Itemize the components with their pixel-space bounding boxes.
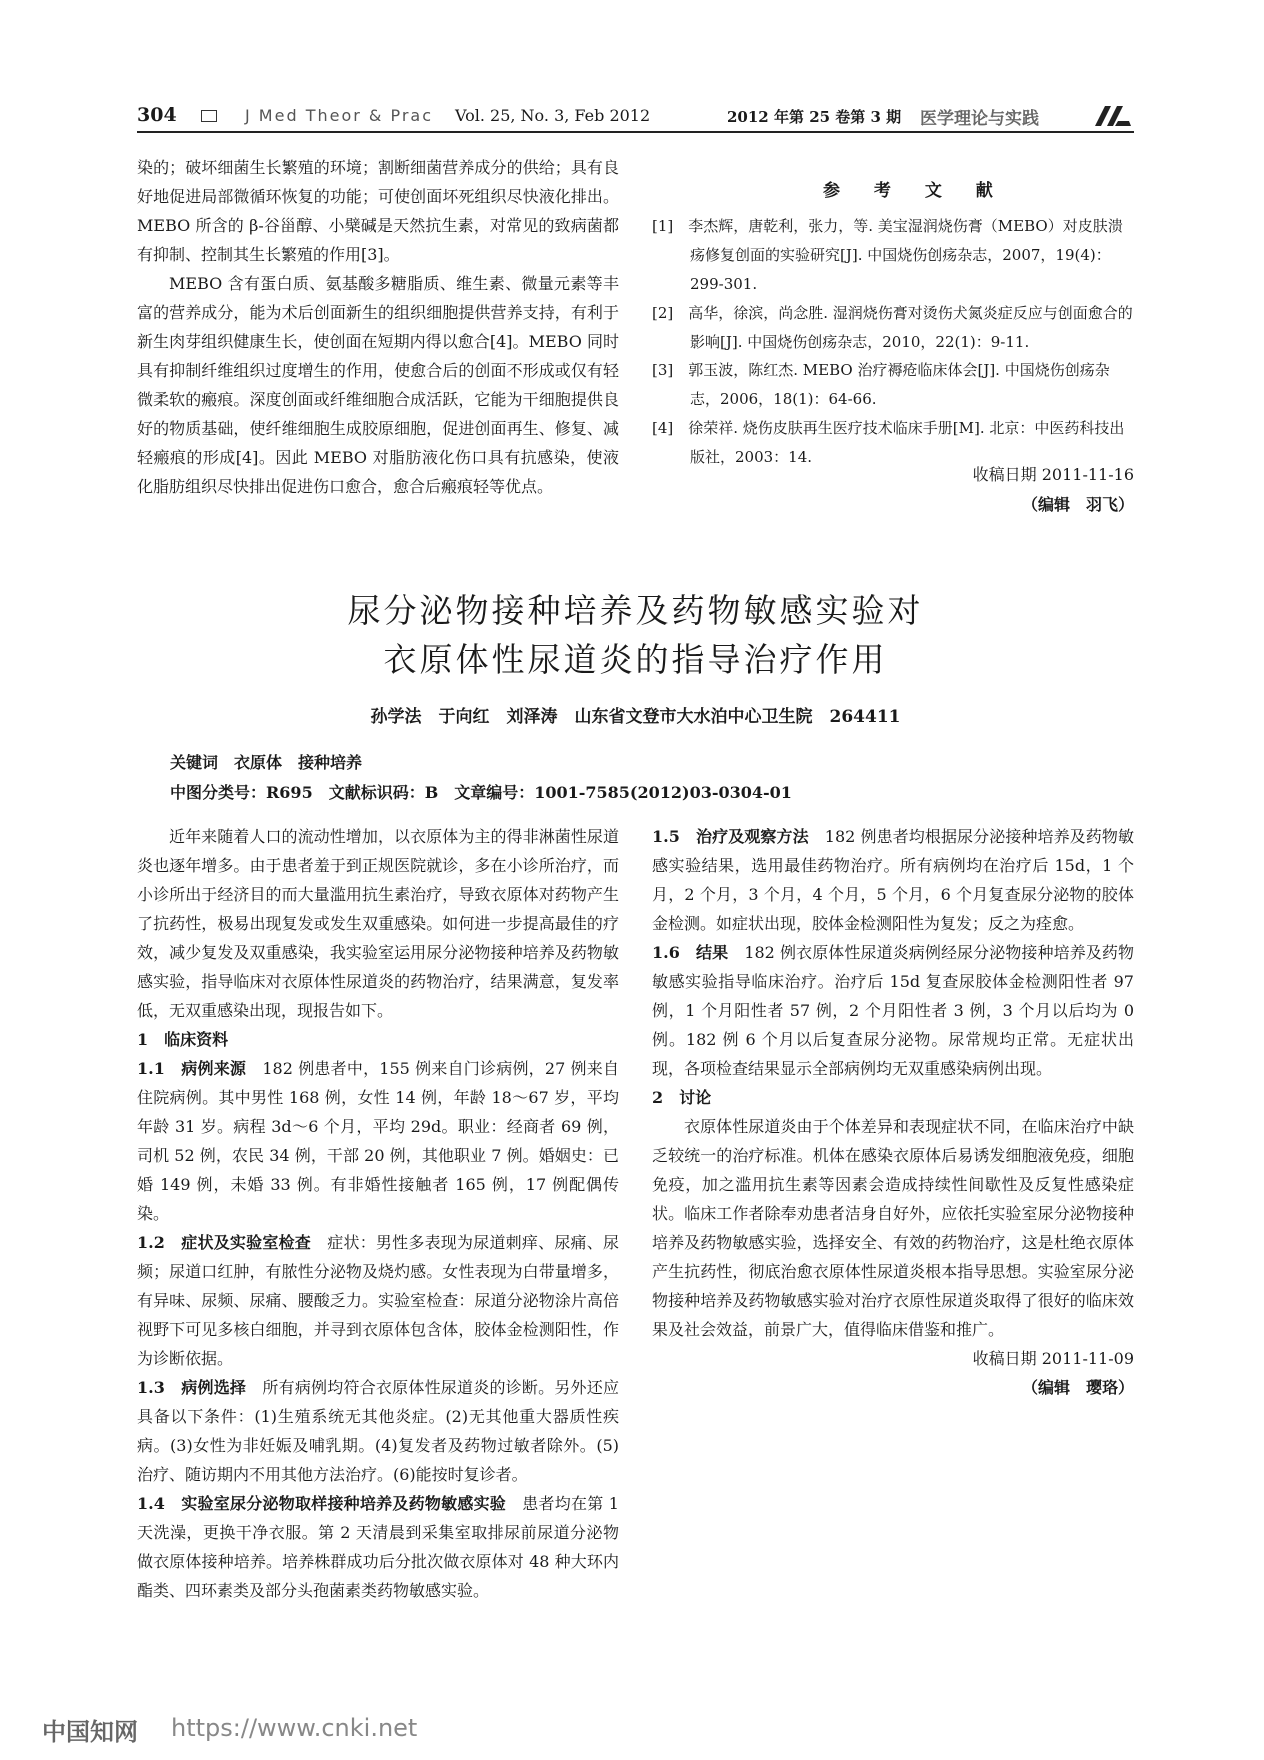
issue-info-cn: 2012 年第 25 卷第 3 期 [727, 108, 902, 126]
editor-credit: （编辑 璎珞） [1021, 1378, 1134, 1397]
section-heading: 2 讨论 [652, 1088, 712, 1107]
subsection-label: 1.1 病例来源 [137, 1059, 247, 1078]
reference-item: [1] 李杰辉，唐乾利，张力，等. 美宝湿润烧伤膏（MEBO）对皮肤溃疡修复创面的实验研究[J]. 中国烧伤创疡杂志，2007，19(4)：299-301. [652, 217, 1123, 293]
subsection-text: 患者均在第 1 天洗澡，更换干净衣服。第 2 天清晨到采集室取排尿前尿道分泌物做衣原体接种培养。培养株群成功后分批次做衣原体对 48 种大环内酯类、四环素类及部分头孢菌素类药物敏感实验。 [137, 1494, 619, 1600]
discussion-paragraph: 衣原体性尿道炎由于个体差异和表现症状不同，在临床治疗中缺乏较统一的治疗标准。机体在感染衣原体后易诱发细胞液免疫，细胞免疫，加之滥用抗生素等因素会造成持续性间歇性及反复性感染症状。临床工作者除奉劝患者洁身自好外，应依托实验室尿分泌物接种培养及药物敏感实验，选择安全、有效的药物治疗，这是杜绝衣原体产生抗药性，彻底治愈衣原体性尿道炎根本指导思想。实验室尿分泌物接种培养及药物敏感实验对治疗衣原性尿道炎取得了很好的临床效果及社会效益，前景广大，值得临床借鉴和推广。 [652, 1117, 1134, 1339]
prev-paragraph: 染的；破坏细菌生长繁殖的环境；割断细菌营养成分的供给；具有良好地促进局部微循环恢复的功能；可使创面坏死组织尽快液化排出。MEBO 所含的 β-谷甾醇、小檗碱是天然抗生素，对常见的致病菌都有抑制、控制其生长繁殖的作用[3]。 [137, 158, 619, 264]
cnki-url: https://www.cnki.net [171, 1714, 418, 1742]
intro-paragraph: 近年来随着人口的流动性增加，以衣原体为主的得非淋菌性尿道炎也逐年增多。由于患者羞于到正规医院就诊，多在小诊所治疗，而小诊所出于经济目的而大量滥用抗生素治疗，导致衣原体对药物产生了抗药性，极易出现复发或发生双重感染。如何进一步提高最佳的疗效，减少复发及双重感染，我实验室运用尿分泌物接种培养及药物敏感实验，指导临床对衣原体性尿道炎的药物治疗，结果满意，复发率低，无双重感染出现，现报告如下。 [137, 827, 619, 1020]
subsection-label: 1.3 病例选择 [137, 1378, 247, 1397]
header-box-icon [201, 110, 217, 122]
section-heading: 1 临床资料 [137, 1030, 229, 1049]
subsection-text: 182 例患者中，155 例来自门诊病例，27 例来自住院病例。其中男性 168 例，女性 14 例，年龄 18～67 岁，平均年龄 31 岁。病程 3d～6 个月，平均 29d。职业：经商者 69 例，司机 52 例，农民 34 例，干部 20 例，其他职业 7 例。婚姻史：已婚 149 例，未婚 33 例。有非婚性接触者 165 例，17 例配偶传染。 [137, 1059, 619, 1223]
subsection-text: 182 例患者均根据尿分泌接种培养及药物敏感实验结果，选用最佳药物治疗。所有病例均在治疗后 15d，1 个月，2 个月，3 个月，4 个月，5 个月，6 个月复查尿分泌物的胶体金检测。如症状出现，胶体金检测阳性为复发；反之为痊愈。 [652, 827, 1134, 933]
reference-item: [4] 徐荣祥. 烧伤皮肤再生医疗技术临床手册[M]. 北京：中医药科技出版社，2003：14. [652, 419, 1125, 466]
subsection-label: 1.6 结果 [652, 943, 729, 962]
subsection-text: 所有病例均符合衣原体性尿道炎的诊断。另外还应具备以下条件：(1)生殖系统无其他炎症。(2)无其他重大器质性疾病。(3)女性为非妊娠及哺乳期。(4)复发者及药物过敏者除外。(5)治疗、随访期内不用其他方法治疗。(6)能按时复诊者。 [137, 1378, 619, 1484]
subsection-text: 症状：男性多表现为尿道刺痒、尿痛、尿频；尿道口红肿，有脓性分泌物及烧灼感。女性表现为白带量增多，有异味、尿频、尿痛、腰酸乏力。实验室检查：尿道分泌物涂片高倍视野下可见多核白细胞，并寻到衣原体包含体，胶体金检测阳性，作为诊断依据。 [137, 1233, 619, 1368]
classification-info: 中图分类号：R695 文献标识码：B 文章编号：1001-7585(2012)03-0304-01 [170, 783, 792, 802]
received-date: 收稿日期 2011-11-09 [972, 1349, 1134, 1368]
subsection-label: 1.2 症状及实验室检查 [137, 1233, 312, 1252]
prev-paragraph: MEBO 含有蛋白质、氨基酸多糖脂质、维生素、微量元素等丰富的营养成分，能为术后创面新生的组织细胞提供营养支持，有利于新生肉芽组织健康生长，使创面在短期内得以愈合[4]。MEBO 同时具有抑制纤维组织过度增生的作用，使愈合后的创面不形成或仅有轻微柔软的瘢痕。深度创面或纤维细胞合成活跃，它能为干细胞提供良好的物质基础，使纤维细胞生成胶原细胞，促进创面再生、修复、减轻瘢痕的形成[4]。因此 MEBO 对脂肪液化伤口具有抗感染，使液化脂肪组织尽快排出促进伤口愈合，愈合后瘢痕轻等优点。 [137, 274, 619, 496]
cnki-brand: 中国知网 [42, 1718, 138, 1746]
running-header [137, 104, 1134, 134]
page-number: 304 [137, 104, 177, 126]
keywords: 关键词 衣原体 接种培养 [170, 753, 363, 772]
article-right-column [652, 822, 1134, 1402]
authors-affiliation: 孙学法 于向红 刘泽涛 山东省文登市大水泊中心卫生院 264411 [370, 707, 901, 727]
received-date: 收稿日期 2011-11-16 [972, 465, 1134, 484]
journal-name-en: J Med Theor & Prac [245, 106, 434, 125]
reference-item: [2] 高华，徐滨，尚念胜. 湿润烧伤膏对烫伤犬氮炎症反应与创面愈合的影响[J]. 中国烧伤创疡杂志，2010，22(1)：9-11. [652, 304, 1133, 351]
article-title-line2: 衣原体性尿道炎的指导治疗作用 [383, 640, 888, 679]
prev-article-text [137, 153, 619, 501]
references-title: 参 考 文 献 [823, 181, 1007, 201]
journal-logo-icon [1087, 100, 1135, 130]
subsection-label: 1.5 治疗及观察方法 [652, 827, 809, 846]
header-rule [137, 131, 1134, 133]
journal-name-cn: 医学理论与实践 [920, 109, 1039, 129]
reference-item: [3] 郭玉波，陈红杰. MEBO 治疗褥疮临床体会[J]. 中国烧伤创疡杂志，2006，18(1)：64-66. [652, 361, 1110, 408]
subsection-label: 1.4 实验室尿分泌物取样接种培养及药物敏感实验 [137, 1494, 507, 1513]
article-title-line1: 尿分泌物接种培养及药物敏感实验对 [347, 591, 924, 630]
subsection-text: 182 例衣原体性尿道炎病例经尿分泌物接种培养及药物敏感实验指导临床治疗。治疗后 15d 复查尿胶体金检测阳性者 97 例，1 个月阳性者 57 例，2 个月阳性者 3 例，3 个月以后均为 0 例。182 例 6 个月以后复查尿分泌物。尿常规均正常。无症状出现，各项检查结果显示全部病例均无双重感染病例出现。 [652, 943, 1134, 1078]
article-left-column [137, 822, 619, 1605]
editor-credit: （编辑 羽飞） [1021, 495, 1134, 514]
volume-info: Vol. 25, No. 3, Feb 2012 [455, 106, 651, 125]
